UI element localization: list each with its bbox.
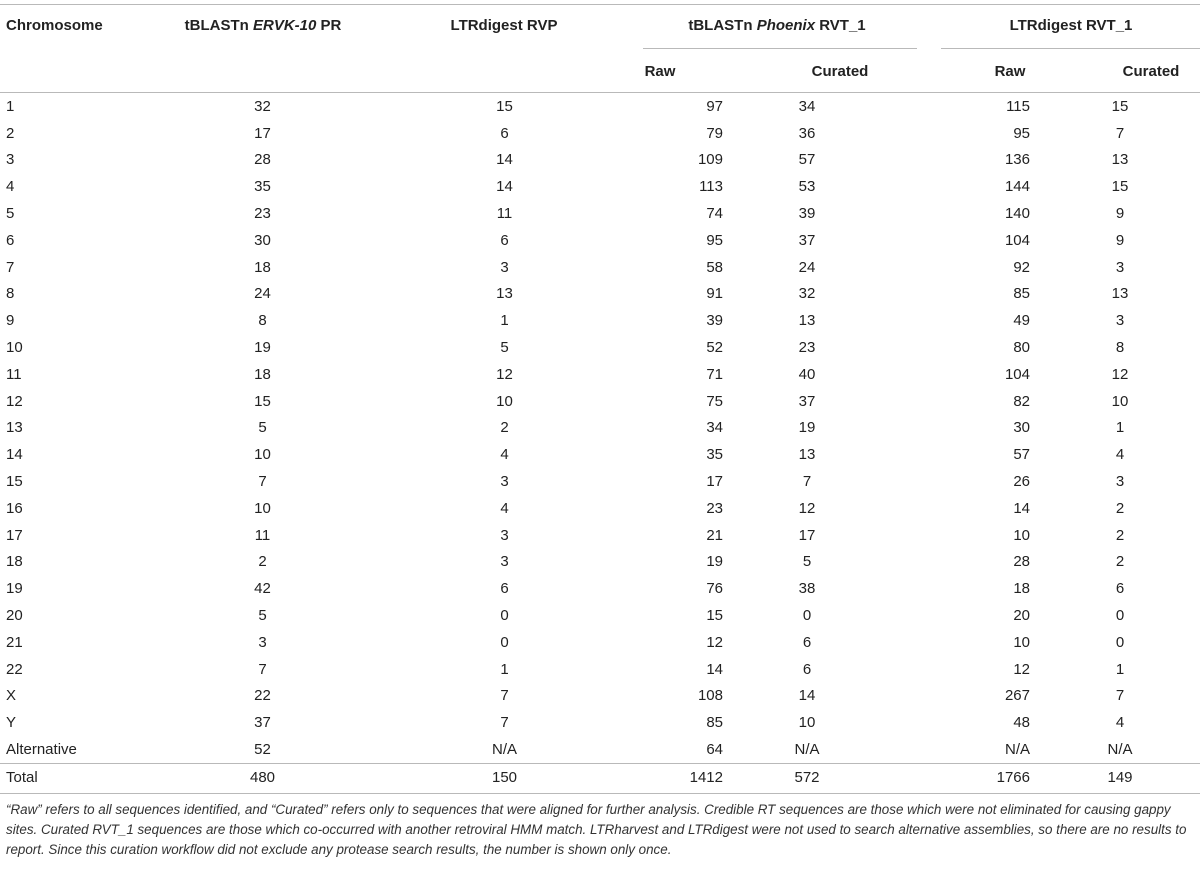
value-cell: 8 xyxy=(258,312,267,330)
value-cell: 1766 xyxy=(881,763,1040,790)
value-cell: 13 xyxy=(1111,285,1129,303)
value-cell: 9 xyxy=(1115,231,1125,249)
value-cell: 37 xyxy=(254,714,271,732)
value-cell: 76 xyxy=(706,580,723,598)
value-cell: 32 xyxy=(254,97,271,115)
value-cell: 1 xyxy=(500,312,509,330)
value-cell: 15 xyxy=(254,392,271,410)
table-row xyxy=(0,549,1200,576)
value-cell: 5 xyxy=(802,553,812,571)
value-cell: 3 xyxy=(1115,258,1125,276)
value-cell: 15 xyxy=(1111,178,1129,196)
value-cell: 3 xyxy=(500,553,509,571)
table-row xyxy=(0,227,1200,254)
value-cell: 2 xyxy=(1115,499,1125,517)
value-cell: 48 xyxy=(1013,714,1030,732)
value-cell: 52 xyxy=(254,741,271,759)
value-cell: 17 xyxy=(798,526,816,544)
value-cell: 4 xyxy=(1115,446,1125,464)
header-ltrdigest-rvp: LTRdigest RVP xyxy=(450,17,558,34)
value-cell: 82 xyxy=(1013,392,1030,410)
table-row xyxy=(0,522,1200,549)
value-cell: 1 xyxy=(1115,660,1125,678)
table-row xyxy=(0,147,1200,174)
row-label-cell: X xyxy=(6,687,17,705)
value-cell: 13 xyxy=(798,446,816,464)
value-cell: 35 xyxy=(706,446,723,464)
row-label-cell: 1 xyxy=(6,97,15,115)
value-cell: 20 xyxy=(1013,607,1030,625)
value-cell: 91 xyxy=(706,285,723,303)
value-cell: 480 xyxy=(143,763,382,790)
header-tblastn-phoenix-rvt1 xyxy=(688,17,865,34)
value-cell: N/A xyxy=(491,741,517,759)
value-cell: 7 xyxy=(500,714,509,732)
value-cell: 80 xyxy=(1013,339,1030,357)
value-cell: 3 xyxy=(500,526,509,544)
value-cell: 38 xyxy=(798,580,816,598)
value-cell: 49 xyxy=(1013,312,1030,330)
table-body xyxy=(0,93,1200,791)
value-cell: 23 xyxy=(254,205,271,223)
value-cell: 23 xyxy=(798,339,816,357)
header-ervk10-name: ERVK-10 xyxy=(252,17,317,34)
value-cell: 5 xyxy=(258,419,267,437)
value-cell: 9 xyxy=(1115,205,1125,223)
value-cell: 15 xyxy=(496,97,513,115)
row-label-cell: 9 xyxy=(6,312,15,330)
header-ltrdigest-rvt1: LTRdigest RVT_1 xyxy=(1009,17,1133,34)
row-label-cell: 4 xyxy=(6,178,15,196)
table-row-total xyxy=(0,763,1200,790)
table-row xyxy=(0,415,1200,442)
row-label-cell: 7 xyxy=(6,258,15,276)
top-rule xyxy=(0,4,1200,5)
value-cell: 12 xyxy=(496,365,513,383)
value-cell: 7 xyxy=(258,660,267,678)
table-row xyxy=(0,629,1200,656)
header-phoenix-name: Phoenix xyxy=(756,17,816,34)
table-row xyxy=(0,281,1200,308)
table-row xyxy=(0,495,1200,522)
table-row xyxy=(0,656,1200,683)
value-cell: 10 xyxy=(496,392,513,410)
table-row xyxy=(0,575,1200,602)
value-cell: 15 xyxy=(1111,97,1129,115)
table-row xyxy=(0,93,1200,120)
value-cell: 6 xyxy=(500,124,509,142)
value-cell: 6 xyxy=(802,633,812,651)
value-cell: 21 xyxy=(706,526,723,544)
value-cell: 7 xyxy=(258,473,267,491)
value-cell: 1 xyxy=(500,660,509,678)
value-cell: 17 xyxy=(706,473,723,491)
value-cell: 30 xyxy=(1013,419,1030,437)
row-label-cell: 2 xyxy=(6,124,15,142)
header-rvt1-suffix: RVT_1 xyxy=(815,17,866,34)
value-cell: 10 xyxy=(1013,633,1030,651)
value-cell: 10 xyxy=(1013,526,1030,544)
value-cell: 150 xyxy=(382,763,627,790)
table-row xyxy=(0,200,1200,227)
value-cell: 37 xyxy=(798,392,816,410)
data-table xyxy=(0,93,1200,791)
value-cell: 12 xyxy=(706,633,723,651)
value-cell: 95 xyxy=(706,231,723,249)
value-cell: 19 xyxy=(798,419,816,437)
value-cell: 79 xyxy=(706,124,723,142)
value-cell: 23 xyxy=(706,499,723,517)
value-cell: 22 xyxy=(254,687,271,705)
value-cell: 40 xyxy=(798,365,816,383)
value-cell: 0 xyxy=(500,607,509,625)
row-label-cell: 3 xyxy=(6,151,15,169)
bottom-rule xyxy=(0,793,1200,794)
value-cell: 37 xyxy=(798,231,816,249)
header-chromosome: Chromosome xyxy=(6,17,103,34)
table-row xyxy=(0,602,1200,629)
table-row xyxy=(0,683,1200,710)
value-cell: 149 xyxy=(1040,763,1200,790)
value-cell: 13 xyxy=(496,285,513,303)
header-tblastn-prefix: tBLASTn xyxy=(184,17,253,34)
value-cell: 109 xyxy=(697,151,723,169)
row-label-cell: 13 xyxy=(6,419,23,437)
row-label-cell: 11 xyxy=(6,365,22,383)
value-cell: 97 xyxy=(706,97,723,115)
row-label-cell: Total xyxy=(0,763,143,790)
value-cell: 2 xyxy=(1115,526,1125,544)
value-cell: 71 xyxy=(706,365,723,383)
row-label-cell: 18 xyxy=(6,553,23,571)
value-cell: 11 xyxy=(496,205,513,223)
value-cell: 19 xyxy=(706,553,723,571)
value-cell: N/A xyxy=(1004,741,1030,759)
value-cell: 52 xyxy=(706,339,723,357)
table-row xyxy=(0,361,1200,388)
row-label-cell: 21 xyxy=(6,633,23,651)
value-cell: 3 xyxy=(1115,473,1125,491)
value-cell: 113 xyxy=(699,178,723,196)
table-row xyxy=(0,307,1200,334)
value-cell: 8 xyxy=(1115,339,1125,357)
value-cell: 136 xyxy=(1004,151,1030,169)
value-cell: 64 xyxy=(706,741,723,759)
table-row xyxy=(0,254,1200,281)
subheader-raw-1: Raw xyxy=(644,63,676,80)
value-cell: 3 xyxy=(1115,312,1125,330)
value-cell: 28 xyxy=(1013,553,1030,571)
row-label-cell: 5 xyxy=(6,205,15,223)
value-cell: 85 xyxy=(1013,285,1030,303)
value-cell: 30 xyxy=(254,231,271,249)
value-cell: 92 xyxy=(1013,258,1030,276)
value-cell: 75 xyxy=(706,392,723,410)
value-cell: 6 xyxy=(802,660,812,678)
header-pr-suffix: PR xyxy=(316,17,342,34)
table-row xyxy=(0,709,1200,736)
value-cell: 2 xyxy=(500,419,509,437)
value-cell: 24 xyxy=(254,285,271,303)
value-cell: 6 xyxy=(1115,580,1125,598)
value-cell: 5 xyxy=(258,607,267,625)
value-cell: 57 xyxy=(798,151,816,169)
table-row xyxy=(0,173,1200,200)
table-row xyxy=(0,736,1200,763)
value-cell: 32 xyxy=(798,285,816,303)
value-cell: 28 xyxy=(254,151,271,169)
subheader-curated-2: Curated xyxy=(1122,63,1180,80)
value-cell: N/A xyxy=(794,741,820,759)
value-cell: 14 xyxy=(706,660,723,678)
value-cell: 572 xyxy=(733,763,881,790)
value-cell: 2 xyxy=(258,553,267,571)
row-label-cell: 22 xyxy=(6,660,23,678)
value-cell: 58 xyxy=(706,258,723,276)
value-cell: 4 xyxy=(500,499,509,517)
value-cell: 39 xyxy=(798,205,816,223)
value-cell: 24 xyxy=(798,258,816,276)
header-tblastn-ervk10-pr xyxy=(185,17,342,34)
value-cell: 42 xyxy=(254,580,271,598)
value-cell: 144 xyxy=(1004,178,1030,196)
subheader-curated-1: Curated xyxy=(811,63,869,80)
value-cell: 0 xyxy=(1115,607,1125,625)
value-cell: 2 xyxy=(1115,553,1125,571)
group-rule-ltrdigest xyxy=(941,48,1200,49)
value-cell: 39 xyxy=(706,312,723,330)
value-cell: 4 xyxy=(500,446,509,464)
value-cell: 1 xyxy=(1115,419,1125,437)
value-cell: 95 xyxy=(1013,124,1030,142)
value-cell: 18 xyxy=(1013,580,1030,598)
value-cell: 12 xyxy=(1111,365,1129,383)
value-cell: 140 xyxy=(1004,205,1030,223)
value-cell: 267 xyxy=(1004,687,1030,705)
row-label-cell: 16 xyxy=(6,499,23,517)
value-cell: 26 xyxy=(1013,473,1030,491)
row-label-cell: 8 xyxy=(6,285,15,303)
value-cell: 7 xyxy=(500,687,509,705)
value-cell: 85 xyxy=(706,714,723,732)
value-cell: 3 xyxy=(258,633,267,651)
row-label-cell: 15 xyxy=(6,473,23,491)
value-cell: 12 xyxy=(1013,660,1030,678)
row-label-cell: 14 xyxy=(6,446,23,464)
value-cell: 10 xyxy=(254,446,271,464)
value-cell: 4 xyxy=(1115,714,1125,732)
value-cell: N/A xyxy=(1107,741,1133,759)
table-row xyxy=(0,120,1200,147)
value-cell: 15 xyxy=(706,607,723,625)
value-cell: 0 xyxy=(500,633,509,651)
value-cell: 14 xyxy=(798,687,816,705)
row-label-cell: Alternative xyxy=(6,741,77,759)
row-label-cell: 17 xyxy=(6,526,23,544)
value-cell: 104 xyxy=(1004,365,1030,383)
value-cell: 34 xyxy=(706,419,723,437)
group-rule-phoenix xyxy=(643,48,917,49)
value-cell: 104 xyxy=(1004,231,1030,249)
subheader-raw-2: Raw xyxy=(994,63,1026,80)
value-cell: 13 xyxy=(798,312,816,330)
value-cell: 0 xyxy=(1115,633,1125,651)
value-cell: 18 xyxy=(254,258,271,276)
value-cell: 11 xyxy=(254,526,271,544)
value-cell: 14 xyxy=(496,151,513,169)
value-cell: 7 xyxy=(1115,687,1125,705)
table-row xyxy=(0,441,1200,468)
value-cell: 36 xyxy=(798,124,816,142)
value-cell: 34 xyxy=(798,97,816,115)
row-label-cell: 20 xyxy=(6,607,23,625)
value-cell: 108 xyxy=(697,687,723,705)
value-cell: 12 xyxy=(798,499,816,517)
value-cell: 35 xyxy=(254,178,271,196)
value-cell: 13 xyxy=(1111,151,1129,169)
value-cell: 10 xyxy=(1111,392,1129,410)
value-cell: 1412 xyxy=(627,763,733,790)
table-row xyxy=(0,334,1200,361)
table-row xyxy=(0,468,1200,495)
value-cell: 19 xyxy=(254,339,271,357)
row-label-cell: Y xyxy=(6,714,17,732)
value-cell: 0 xyxy=(802,607,812,625)
value-cell: 6 xyxy=(500,580,509,598)
row-label-cell: 6 xyxy=(6,231,15,249)
value-cell: 14 xyxy=(496,178,513,196)
value-cell: 17 xyxy=(254,124,271,142)
value-cell: 3 xyxy=(500,473,509,491)
value-cell: 3 xyxy=(500,258,509,276)
table-footnote: “Raw” refers to all sequences identified, and “Curated” refers only to sequences that were aligned for further analysis. Credible RT sequences are those which were not eliminated for causing gappy sites. Curated RVT_1 sequences are those which co-occurred with another retroviral HMM match. LTRharvest and LTRdigest were not used to search alternative assemblies, so there are no results to report. Since this curation workflow did not exclude any protease search results, the number is shown only once. xyxy=(6,802,1187,857)
value-cell: 74 xyxy=(706,205,723,223)
value-cell: 6 xyxy=(500,231,509,249)
value-cell: 7 xyxy=(1115,124,1125,142)
value-cell: 18 xyxy=(254,365,271,383)
header-tblastn-prefix-2: tBLASTn xyxy=(688,17,757,34)
table-row xyxy=(0,388,1200,415)
value-cell: 115 xyxy=(1006,97,1030,115)
value-cell: 57 xyxy=(1013,446,1030,464)
value-cell: 14 xyxy=(1013,499,1030,517)
value-cell: 10 xyxy=(254,499,271,517)
row-label-cell: 10 xyxy=(6,339,23,357)
row-label-cell: 12 xyxy=(6,392,23,410)
value-cell: 53 xyxy=(798,178,816,196)
value-cell: 5 xyxy=(500,339,509,357)
row-label-cell: 19 xyxy=(6,580,23,598)
value-cell: 10 xyxy=(798,714,816,732)
value-cell: 7 xyxy=(802,473,812,491)
